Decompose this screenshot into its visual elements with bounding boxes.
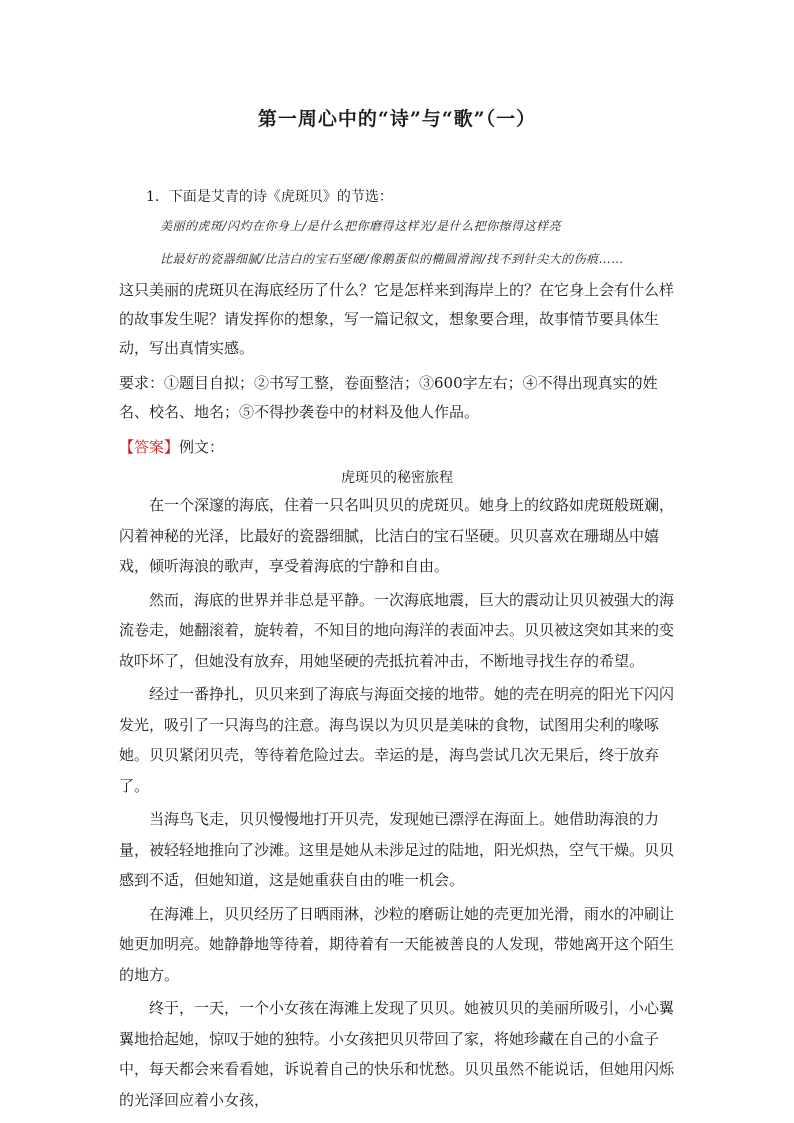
poem-line-2: 比最好的瓷器细腻/比洁白的宝石坚硬/像鹅蛋似的椭圆滑润/找不到针尖大的伤痕…… bbox=[160, 252, 624, 266]
essay-paragraph: 然而，海底的世界并非总是平静。一次海底地震，巨大的震动让贝贝被强大的海流卷走，她翻滚着，旋转着，不知目的地向海洋的表面冲去。贝贝被这突如其来的变故吓坏了，但她没有放弃，用她坚硬的壳抵抗着冲击，不断地寻找生存的希望。 bbox=[119, 590, 675, 670]
question-text: 下面是艾青的诗《虎斑贝》的节选： bbox=[168, 189, 393, 205]
essay-body bbox=[119, 490, 684, 1118]
question-intro: 这只美丽的虎斑贝在海底经历了什么？它是怎样来到海岸上的？在它身上会有什么样的故事发生呢？请发挥你的想象，写一篇记叙文，想象要合理，故事情节要具体生动，写出真情实感。 bbox=[119, 281, 675, 357]
essay-paragraph: 终于，一天，一个小女孩在海滩上发现了贝贝。她被贝贝的美丽所吸引，小心翼翼地拾起她，惊叹于她的独特。小女孩把贝贝带回了家，将她珍藏在自己的小盒子中，每天都会来看看她，诉说着自己的快乐和忧愁。贝贝虽然不能说话，但她用闪烁的光泽回应着小女孩， bbox=[119, 999, 675, 1109]
essay-title: 虎斑贝的秘密旅程 bbox=[341, 470, 453, 486]
answer-label bbox=[119, 436, 224, 457]
essay-paragraph: 经过一番挣扎，贝贝来到了海底与海面交接的地带。她的壳在明亮的阳光下闪闪发光，吸引了一只海鸟的注意。海鸟误以为贝贝是美味的食物，试图用尖利的喙啄她。贝贝紧闭贝壳，等待着危险过去。幸运的是，海鸟尝试几次无果后，终于放弃了。 bbox=[119, 685, 675, 795]
answer-sample-label: 例文： bbox=[179, 438, 225, 456]
poem-line-1: 美丽的虎斑/闪灼在你身上/是什么把你磨得这样光/是什么把你擦得这样亮 bbox=[160, 219, 562, 233]
essay-paragraph: 在海滩上，贝贝经历了日晒雨淋，沙粒的磨砺让她的壳更加光滑，雨水的冲刷让她更加明亮。她静静地等待着，期待着有一天能被善良的人发现，带她离开这个陌生的地方。 bbox=[119, 904, 675, 984]
essay-paragraph: 在一个深邃的海底，住着一只名叫贝贝的虎斑贝。她身上的纹路如虎斑般斑斓，闪着神秘的光泽，比最好的瓷器细腻，比洁白的宝石坚硬。贝贝喜欢在珊瑚丛中嬉戏，倾听海浪的歌声，享受着海底的宁静和自由。 bbox=[119, 496, 675, 575]
question-prompt bbox=[146, 186, 393, 206]
page-title: 第一周心中的“诗”与“歌”（一） bbox=[257, 108, 537, 130]
answer-tag: 【答案】 bbox=[119, 438, 180, 456]
essay-paragraph: 当海鸟飞走，贝贝慢慢地打开贝壳，发现她已漂浮在海面上。她借助海浪的力量，被轻轻地推向了沙滩。这里是她从未涉足过的陆地，阳光炽热，空气干燥。贝贝感到不适，但她知道，这是她重获自由的唯一机会。 bbox=[119, 810, 675, 889]
question-requirements: 要求：①题目自拟；②书写工整，卷面整洁；③600字左右；④不得出现真实的姓名、校名、地名；⑤不得抄袭卷中的材料及他人作品。 bbox=[119, 374, 658, 421]
question-number: 1． bbox=[146, 189, 169, 205]
